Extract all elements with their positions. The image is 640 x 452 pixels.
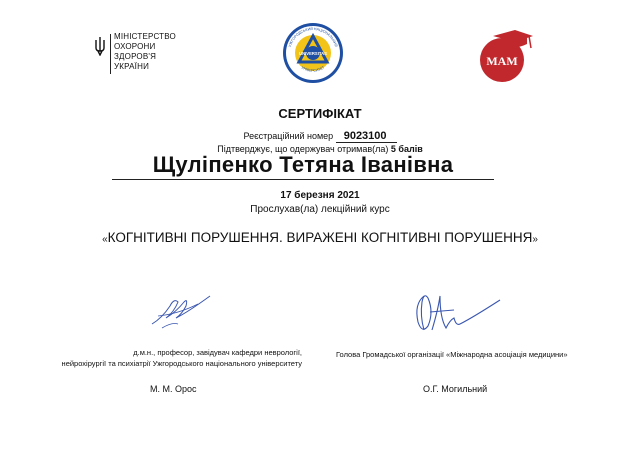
recipient-name: Щуліпенко Тетяна Іванівна — [112, 151, 494, 180]
confirmation-text: Підтверджує, що одержувач отримав(ла) — [217, 144, 389, 154]
certificate-title: СЕРТИФІКАТ — [278, 106, 362, 121]
signatory-left-position — [40, 347, 302, 369]
course-title: КОГНІТИВНІ ПОРУШЕННЯ. ВИРАЖЕНІ КОГНІТИВНІ ПОРУШЕННЯ — [107, 230, 533, 245]
ministry-of-health-logo — [94, 32, 184, 78]
signatory-left-name: М. М. Орос — [150, 384, 197, 394]
university-logo — [282, 22, 344, 84]
university-motto: UNIVERSITAS — [299, 51, 327, 56]
registration-line — [0, 131, 640, 143]
logo-divider — [110, 34, 111, 74]
points-awarded: 5 балів — [390, 144, 423, 154]
ministry-name: МІНІСТЕРСТВО ОХОРОНИ ЗДОРОВ'Я УКРАЇНИ — [114, 32, 176, 71]
association-logo — [475, 28, 533, 84]
signature-left — [148, 288, 214, 330]
course-title-line — [0, 230, 640, 245]
registration-number: 9023100 — [336, 131, 397, 143]
university-name-bottom: УНІВЕРСИТЕТ — [300, 65, 326, 73]
open-quote: « — [102, 234, 108, 245]
signatory-right-position: Голова Громадської організації «Міжнародна асоціація медицини» — [336, 350, 568, 359]
association-abbreviation: МАМ — [486, 54, 518, 68]
signature-right — [410, 290, 502, 336]
position-line: д.м.н., професор, завідувач кафедри неврології, — [133, 348, 302, 357]
attended-text: Прослухав(ла) лекційний курс — [250, 204, 390, 215]
issue-date: 17 березня 2021 — [280, 190, 360, 201]
position-line: нейрохірургії та психіатрії Ужгородського національного університету — [61, 359, 302, 368]
signatory-right-name: О.Г. Могильний — [423, 384, 488, 394]
registration-label: Реєстраційний номер — [243, 131, 334, 141]
close-quote: » — [532, 234, 538, 245]
university-name-top: УЖГОРОДСЬКИЙ НАЦІОНАЛЬНИЙ — [287, 26, 339, 48]
trident-icon — [94, 36, 106, 56]
